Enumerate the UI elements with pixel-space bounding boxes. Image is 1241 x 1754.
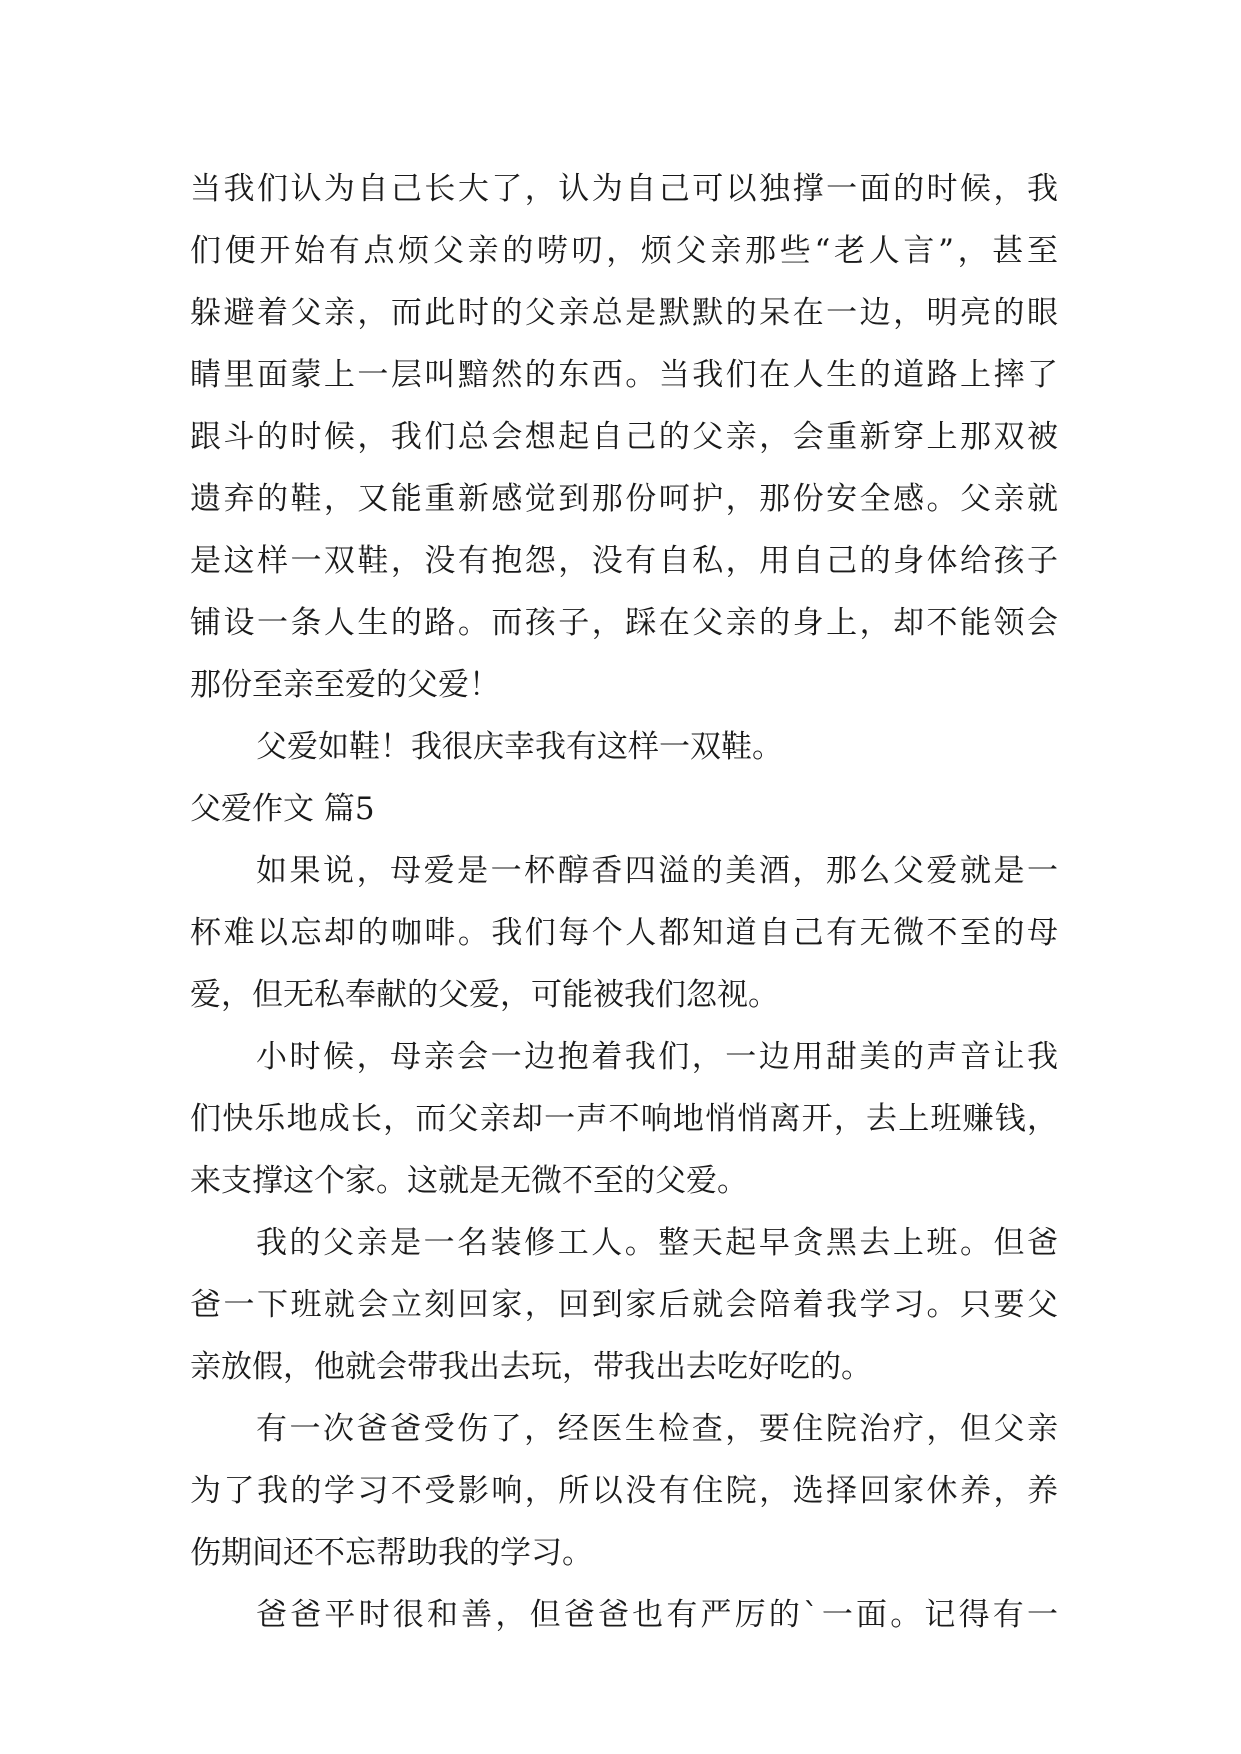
- text-line: 是这样一双鞋，没有抱怨，没有自私，用自己的身体给孩子: [190, 543, 1058, 579]
- text-line: 躲避着父亲，而此时的父亲总是默默的呆在一边，明亮的眼: [190, 295, 1058, 331]
- text-line: 们快乐地成长，而父亲却一声不响地悄悄离开，去上班赚钱，: [190, 1101, 1058, 1137]
- text-line: 遗弃的鞋，又能重新感觉到那份呵护，那份安全感。父亲就: [190, 481, 1058, 517]
- text-line: 当我们认为自己长大了，认为自己可以独撑一面的时候，我: [190, 171, 1058, 207]
- text-line: 来支撑这个家。这就是无微不至的父爱。: [190, 1163, 748, 1199]
- text-line: 我的父亲是一名装修工人。整天起早贪黑去上班。但爸: [256, 1225, 1058, 1261]
- text-line: 小时候，母亲会一边抱着我们，一边用甜美的声音让我: [256, 1039, 1058, 1075]
- text-line: 杯难以忘却的咖啡。我们每个人都知道自己有无微不至的母: [190, 915, 1058, 951]
- text-line: 爸一下班就会立刻回家，回到家后就会陪着我学习。只要父: [190, 1287, 1058, 1323]
- text-line: 爸爸平时很和善，但爸爸也有严厉的`一面。记得有一: [256, 1597, 1058, 1633]
- text-line: 为了我的学习不受影响，所以没有住院，选择回家休养，养: [190, 1473, 1058, 1509]
- text-line: 铺设一条人生的路。而孩子，踩在父亲的身上，却不能领会: [190, 605, 1058, 641]
- text-line: 爱，但无私奉献的父爱，可能被我们忽视。: [190, 977, 779, 1013]
- text-line: 们便开始有点烦父亲的唠叨，烦父亲那些“老人言”，甚至: [190, 233, 1058, 269]
- document-body: [190, 158, 1058, 1646]
- text-line: 父爱如鞋！我很庆幸我有这样一双鞋。: [256, 729, 783, 765]
- text-line: 伤期间还不忘帮助我的学习。: [190, 1535, 593, 1571]
- section-heading: 父爱作文 篇5: [190, 791, 375, 827]
- text-line: 那份至亲至爱的父爱！: [190, 667, 500, 703]
- text-line: 跟斗的时候，我们总会想起自己的父亲，会重新穿上那双被: [190, 419, 1058, 455]
- text-line: 亲放假，他就会带我出去玩，带我出去吃好吃的。: [190, 1349, 872, 1385]
- text-line: 有一次爸爸受伤了，经医生检查，要住院治疗，但父亲: [256, 1411, 1058, 1447]
- text-line: 睛里面蒙上一层叫黯然的东西。当我们在人生的道路上摔了: [190, 357, 1058, 393]
- text-line: 如果说，母爱是一杯醇香四溢的美酒，那么父爱就是一: [256, 853, 1058, 889]
